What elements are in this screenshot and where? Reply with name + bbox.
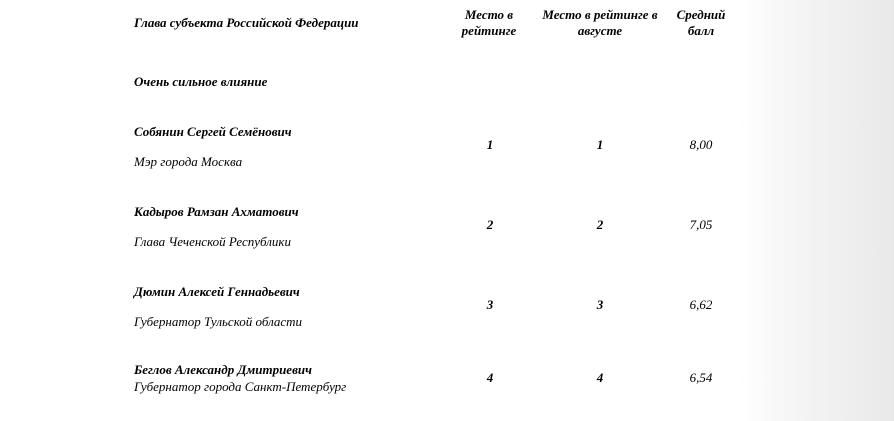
rank-august-value: 3 <box>596 297 604 312</box>
column-header-rank-line2: рейтинге <box>461 23 517 38</box>
person-name: Дюмин Алексей Геннадьевич <box>134 284 300 299</box>
score-value: 6,54 <box>689 370 713 385</box>
column-header-rank-august-line2: августе <box>577 23 623 38</box>
column-header-rank-august-line1: Место в рейтинге в <box>542 7 658 22</box>
person-role: Мэр города Москва <box>134 154 243 169</box>
person-name: Беглов Александр Дмитриевич <box>134 362 312 377</box>
column-header-governor: Глава субъекта Российской Федерации <box>134 15 359 30</box>
column-header-score <box>668 7 734 39</box>
score-value: 8,00 <box>689 137 713 152</box>
person-role: Глава Чеченской Республики <box>134 234 291 249</box>
score-value: 6,62 <box>689 297 713 312</box>
rank-august-value: 2 <box>596 217 604 232</box>
rank-value: 3 <box>486 297 494 312</box>
person-name: Собянин Сергей Семёнович <box>134 124 292 139</box>
column-header-rank-august <box>534 7 666 39</box>
column-header-score-line1: Средний <box>676 7 726 22</box>
column-header-score-line2: балл <box>687 23 715 38</box>
person-role: Губернатор города Санкт-Петербург <box>134 379 347 394</box>
rank-august-value: 1 <box>596 137 604 152</box>
rank-august-value: 4 <box>596 370 604 385</box>
rank-value: 2 <box>486 217 494 232</box>
rank-value: 4 <box>486 370 494 385</box>
score-value: 7,05 <box>689 217 713 232</box>
rank-value: 1 <box>486 137 494 152</box>
column-header-rank-line1: Место в <box>464 7 514 22</box>
person-name: Кадыров Рамзан Ахматович <box>134 204 299 219</box>
column-header-rank <box>452 7 526 39</box>
person-role: Губернатор Тульской области <box>134 314 303 329</box>
section-title: Очень сильное влияние <box>134 74 268 89</box>
